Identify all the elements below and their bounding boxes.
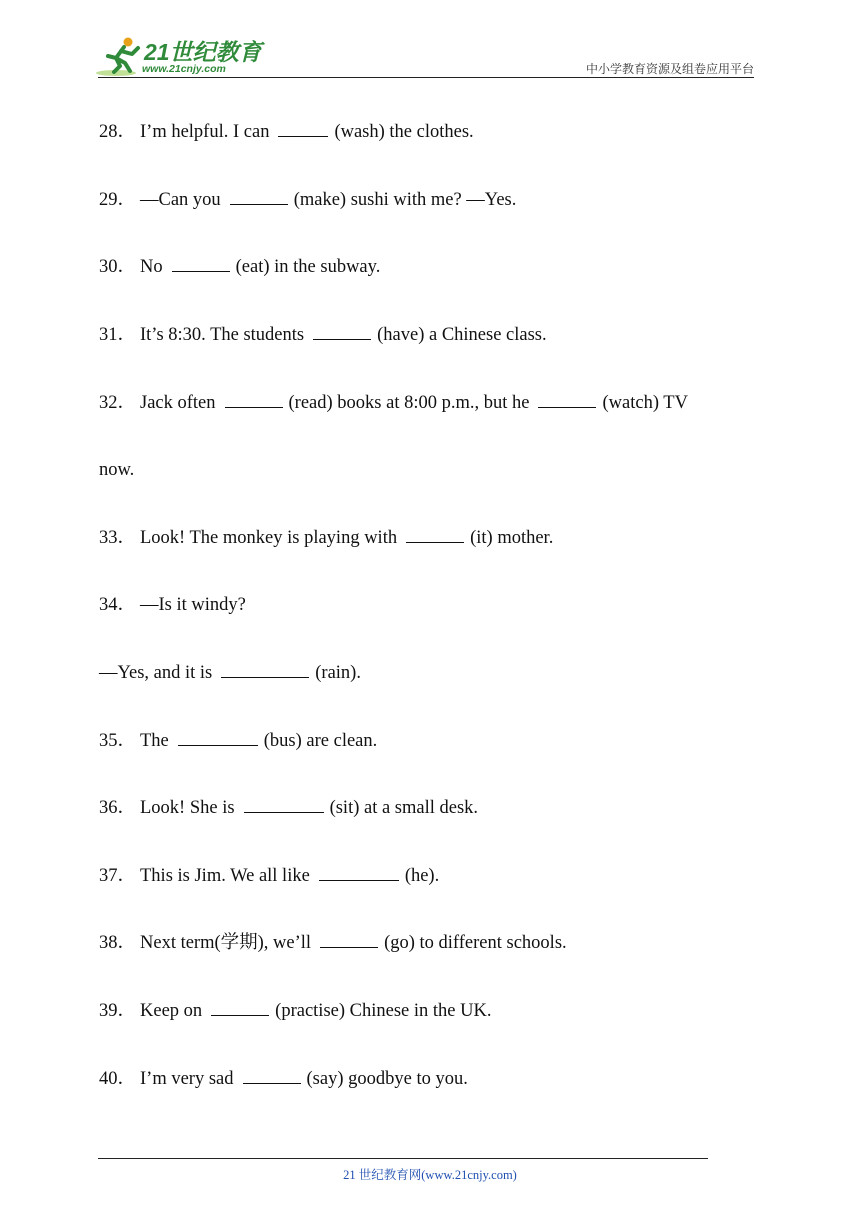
question-32-continuation: now. [99,460,135,480]
question-hint: (say) goodbye to you. [306,1069,468,1089]
question-hint: (sit) at a small desk. [329,798,479,818]
question-text-middle: (read) books at 8:00 p.m., but he [288,393,530,413]
question-32 [99,392,688,414]
site-logo[interactable] [94,34,262,78]
question-number: 39． [99,1001,137,1021]
question-hint: (have) a Chinese class. [377,325,547,345]
question-text: —Yes, and it is [99,663,213,683]
question-text: Look! She is [140,798,235,818]
question-35 [99,730,377,752]
question-text: Next term(学期), we’ll [140,933,312,953]
question-text: Jack often [140,393,216,413]
question-text: No [140,257,163,277]
question-39 [99,1000,491,1022]
question-number: 34． [99,595,137,615]
question-hint: (rain). [315,663,361,683]
answer-blank[interactable] [406,527,464,543]
question-text: Look! The monkey is playing with [140,528,398,548]
question-number: 38． [99,933,137,953]
question-hint: (wash) the clothes. [334,122,474,142]
logo-text: 21世纪教育 [144,39,262,65]
question-28 [99,121,474,143]
answer-blank[interactable] [221,662,309,678]
runner-logo-icon [94,34,144,78]
question-30 [99,256,380,278]
answer-blank[interactable] [319,865,399,881]
footer-link[interactable]: 21 世纪教育网(www.21cnjy.com) [343,1168,517,1182]
page-header [0,0,860,80]
question-29 [99,189,516,211]
question-hint: (it) mother. [470,528,554,548]
answer-blank[interactable] [211,1000,269,1016]
answer-blank[interactable] [243,1068,301,1084]
question-number: 31． [99,325,137,345]
footer-divider [98,1158,708,1159]
question-number: 28． [99,122,137,142]
question-number: 37． [99,866,137,886]
question-text: The [140,731,169,751]
question-number: 32． [99,393,137,413]
question-number: 30． [99,257,137,277]
answer-blank[interactable] [320,932,378,948]
question-36 [99,797,478,819]
question-38 [99,932,567,954]
question-hint: (practise) Chinese in the UK. [275,1001,492,1021]
answer-blank[interactable] [313,324,371,340]
question-hint: (he). [404,866,440,886]
question-hint: (make) sushi with me? —Yes. [293,190,517,210]
answer-blank[interactable] [278,121,328,137]
answer-blank[interactable] [225,392,283,408]
question-text: —Is it windy? [140,595,246,615]
question-text: I’m helpful. I can [140,122,270,142]
header-divider [98,77,754,78]
question-hint: (watch) TV [602,393,688,413]
platform-caption: 中小学教育资源及组卷应用平台 [585,62,754,76]
question-33 [99,527,553,549]
answer-blank[interactable] [178,730,258,746]
question-number: 35． [99,731,137,751]
question-text: It’s 8:30. The students [140,325,305,345]
question-hint: (bus) are clean. [263,731,378,751]
question-text: —Can you [140,190,221,210]
logo-url: www.21cnjy.com [142,63,226,75]
question-34-answer-line [99,662,361,684]
question-text: Keep on [140,1001,203,1021]
answer-blank[interactable] [538,392,596,408]
question-40 [99,1068,468,1090]
question-hint: (eat) in the subway. [235,257,381,277]
answer-blank[interactable] [172,256,230,272]
question-number: 33． [99,528,137,548]
question-text: I’m very sad [140,1069,234,1089]
answer-blank[interactable] [230,189,288,205]
question-text: This is Jim. We all like [140,866,310,886]
question-number: 40． [99,1069,137,1089]
answer-blank[interactable] [244,797,324,813]
question-number: 36． [99,798,137,818]
question-34 [99,594,246,616]
question-31 [99,324,547,346]
question-hint: (go) to different schools. [384,933,567,953]
question-37 [99,865,439,887]
question-number: 29． [99,190,137,210]
